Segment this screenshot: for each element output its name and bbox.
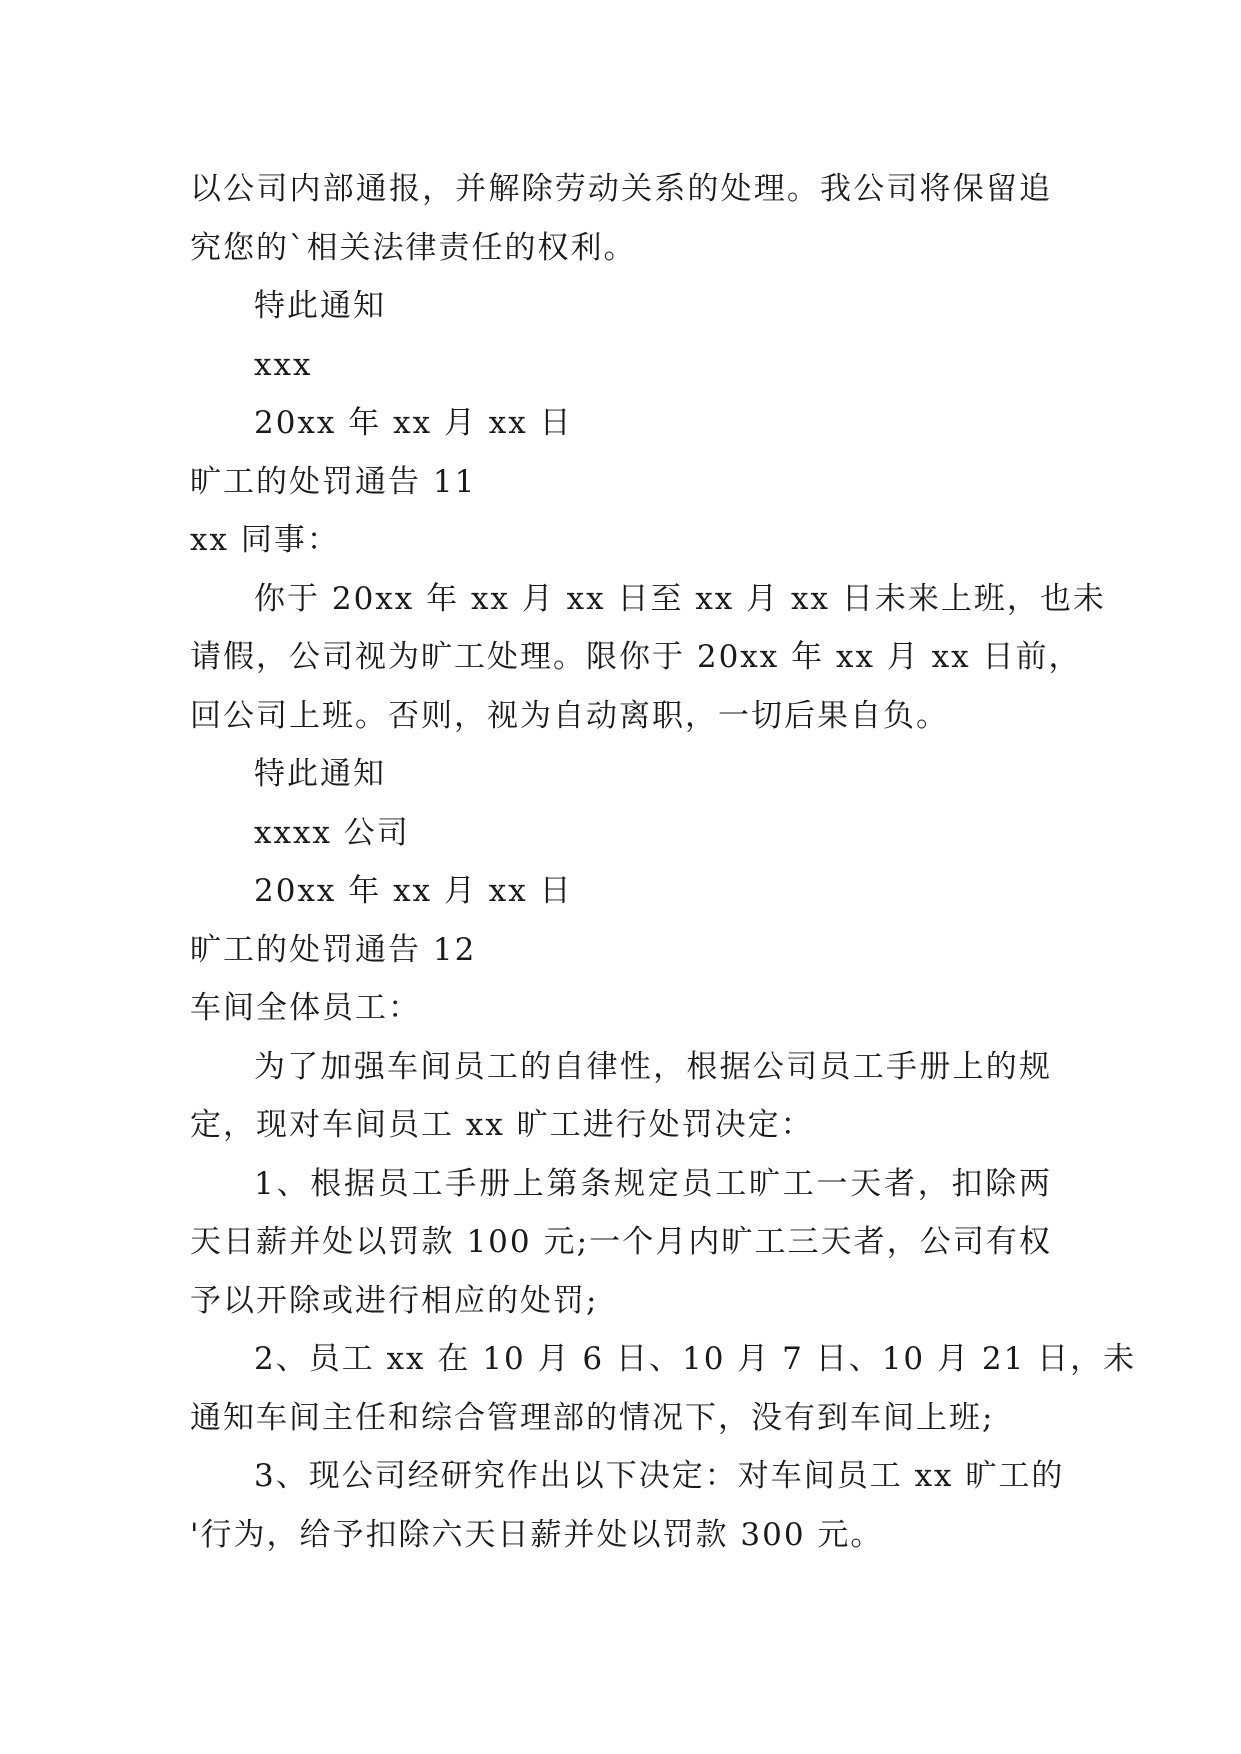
text-line: 你于 20xx 年 xx 月 xx 日至 xx 月 xx 日未来上班，也未 <box>254 580 1106 617</box>
text-line: 旷工的处罚通告 11 <box>190 463 477 500</box>
text-line: 20xx 年 xx 月 xx 日 <box>254 405 573 441</box>
text-line: 1、根据员工手册上第条规定员工旷工一天者，扣除两 <box>254 1165 1052 1202</box>
text-line: 定，现对车间员工 xx 旷工进行处罚决定： <box>190 1107 814 1143</box>
text-line: 2、员工 xx 在 10 月 6 日、10 月 7 日、10 月 21 日，未 <box>254 1341 1137 1377</box>
text-line: xx 同事： <box>190 522 340 558</box>
document-body <box>190 160 1137 1564</box>
text-line: 特此通知 <box>254 288 386 324</box>
text-line: 20xx 年 xx 月 xx 日 <box>254 873 573 909</box>
text-line: '行为，给予扣除六天日薪并处以罚款 300 元。 <box>190 1516 884 1553</box>
text-line: 旷工的处罚通告 12 <box>190 931 477 968</box>
text-line: xxx <box>254 346 313 383</box>
text-line: 特此通知 <box>254 756 386 792</box>
text-line: 回公司上班。否则，视为自动离职，一切后果自负。 <box>190 697 949 734</box>
text-line: xxxx 公司 <box>254 814 410 851</box>
text-line: 为了加强车间员工的自律性，根据公司员工手册上的规 <box>254 1048 1052 1085</box>
text-line: 以公司内部通报，并解除劳动关系的处理。我公司将保留追 <box>190 171 1052 207</box>
text-line: 究您的`相关法律责任的权利。 <box>190 229 637 266</box>
text-line: 天日薪并处以罚款 100 元;一个月内旷工三天者，公司有权 <box>190 1224 1052 1260</box>
text-line: 予以开除或进行相应的处罚; <box>190 1282 599 1319</box>
text-line: 3、现公司经研究作出以下决定：对车间员工 xx 旷工的 <box>254 1458 1065 1494</box>
text-line: 通知车间主任和综合管理部的情况下，没有到车间上班; <box>190 1399 995 1436</box>
text-line: 车间全体员工： <box>190 990 421 1026</box>
text-line: 请假，公司视为旷工处理。限你于 20xx 年 xx 月 xx 日前， <box>190 639 1082 675</box>
